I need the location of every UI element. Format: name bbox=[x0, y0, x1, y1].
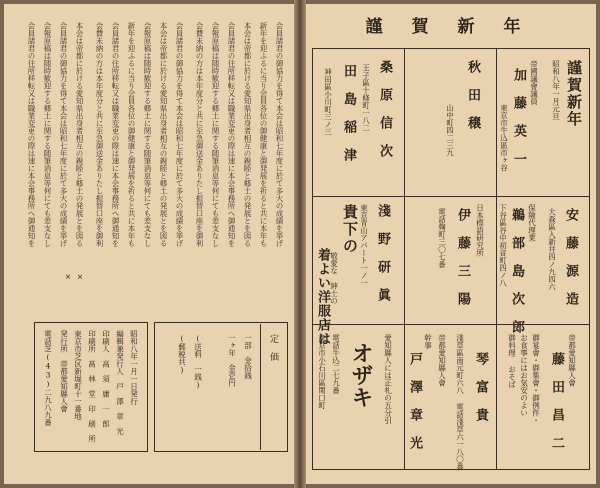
cell-biz: 保險代理業 bbox=[527, 204, 537, 242]
body-column: 本会は帝都に於ける愛知県出身者相互の親睦と郷土の発展とを図る bbox=[243, 22, 252, 247]
cell-address: 電話麹町三〇七番 bbox=[437, 208, 447, 268]
price-line: (送料 一銭) bbox=[193, 334, 203, 390]
cell-ad: 御宴會・御集會・御例件・ bbox=[531, 334, 541, 424]
cell-name: 秋 田 穣 bbox=[465, 60, 480, 130]
cell-address: 下谷區谷中初音町四ノ八 bbox=[498, 204, 508, 287]
cell-sub: 幹事 bbox=[423, 334, 433, 349]
cell-name: 戸 澤 章 光 bbox=[407, 352, 422, 450]
cell-biz: 日本標語研究所 bbox=[475, 204, 485, 257]
ad-subtitle: 敬愛な 紳士の bbox=[329, 252, 339, 305]
cell-address: 神田區小川町三ノ三 bbox=[323, 68, 333, 136]
ad-note: 愛知縣人には正札の五分引 bbox=[383, 334, 393, 424]
cell-address: 山中町四二三九 bbox=[445, 104, 455, 157]
section-mark: × bbox=[75, 272, 85, 281]
colophon-line: 印刷所 髙 林 堂 印 刷 所 bbox=[87, 330, 97, 443]
body-column: 会員諸君の住所移転又は職業変更の際は速に本会事務所へ御通知を bbox=[227, 22, 236, 247]
ad-headline: 貴下の bbox=[341, 204, 359, 255]
body-column: 会報原稿は随時歓迎する郷土に関する随筆消息等何にても差支なし bbox=[143, 22, 152, 247]
body-column: 会員諸君の御協力を得て本会は昭和七年度に於て多大の成績を挙げ bbox=[275, 22, 284, 247]
cell-address: 淺草區南元町六八 電話淺草六一八〇番 bbox=[455, 334, 465, 471]
cell-name: 田 島 稲 津 bbox=[341, 64, 356, 162]
body-column: 会報原稿は随時歓迎する郷土に関する随筆消息等何にても差支なし bbox=[211, 22, 220, 247]
cell-ad: 御料理 おそば bbox=[507, 334, 517, 388]
cell-address: 東京市小石川區関口町 bbox=[317, 334, 327, 409]
body-column: 会員諸君の御協力を得て本会は昭和七年度に於て多大の成績を挙げ bbox=[175, 22, 184, 247]
colophon-line: 編輯兼発行人 戸 澤 章 光 bbox=[115, 330, 125, 435]
cell-name: 加 藤 英 一 bbox=[511, 68, 526, 166]
cell-ad: お食事にはお気安のよい bbox=[519, 334, 529, 417]
price-line: 一部 金拾銭 bbox=[243, 334, 253, 379]
cell-name: 伊 藤 三 陽 bbox=[455, 208, 470, 306]
cell-name: 淺 野 研 眞 bbox=[375, 204, 390, 302]
colophon-line: 昭和八年一月一日発行 bbox=[129, 330, 139, 405]
body-column: 新年を迎ふるに当り会員各位の御健康と御発展を祈ると共に本年も bbox=[259, 22, 268, 247]
colophon-line: 印刷人 高 須 庸 一 郎 bbox=[101, 330, 111, 428]
cell-name: 桑 原 信 次 bbox=[377, 60, 392, 158]
cell-name: 鵜 部 島 次 郎 bbox=[509, 208, 524, 334]
body-column: 本会は帝都に於ける愛知県出身者相互の親睦と郷土の発展とを図る bbox=[159, 22, 168, 247]
cell-address: 大森區入新井四ノ九四六 bbox=[547, 208, 557, 291]
shop-logo: オザキ bbox=[348, 342, 374, 408]
cell-date: 昭和八年一月元旦 bbox=[551, 60, 561, 120]
body-column: 会員諸君の住所移転又は職業変更の際は速に本会事務所へ御通知を bbox=[27, 22, 36, 247]
cell-label: 謹賀新年 bbox=[565, 60, 583, 128]
right-page bbox=[306, 4, 596, 484]
cell-name: 琴 富 貴 bbox=[473, 352, 488, 422]
body-column: 会費未納の方は本年度分と共に至急御送金ありたし振替口座を御利 bbox=[195, 22, 204, 247]
left-page bbox=[4, 4, 294, 484]
cell-name: 藤 田 昌 二 bbox=[549, 352, 564, 450]
price-line: 一ヶ年 金壱円 bbox=[227, 334, 237, 387]
colophon-line: 東京市芝区新堀町十一番地 bbox=[73, 330, 83, 420]
cell-address: 東京市牛込區市ヶ谷 bbox=[499, 104, 509, 172]
cell-address: 電話牛込二七九番 bbox=[331, 334, 341, 394]
ad-headline: 着よい洋服店は bbox=[315, 248, 330, 346]
cell-address: 王子區十條町一八二 bbox=[361, 64, 371, 132]
body-column: 会報原稿は随時歓迎する郷土に関する随筆消息等何にても差支なし bbox=[43, 22, 52, 247]
body-column: 本会は帝都に於ける愛知県出身者相互の親睦と郷土の発展とを図る bbox=[75, 22, 84, 247]
page-title: 謹 賀 新 年 bbox=[365, 17, 527, 37]
cell-group: 帝國議會議員 bbox=[529, 60, 539, 105]
book-spine bbox=[294, 0, 306, 488]
body-column: 新年を迎ふるに当り会員各位の御健康と御発展を祈ると共に本年も bbox=[127, 22, 136, 247]
price-line: (郵税共) bbox=[177, 334, 187, 375]
cell-group: 帝都愛知縣人會 bbox=[437, 334, 447, 387]
price-header: 定 価 bbox=[268, 334, 278, 361]
colophon-line: 電話芝(43)二九八九番 bbox=[43, 330, 53, 426]
colophon-line: 発行所 帝都愛知縣人會 bbox=[59, 330, 69, 413]
cell-name: 安 藤 源 造 bbox=[563, 208, 578, 306]
body-column: 会員諸君の住所移転又は職業変更の際は速に本会事務所へ御通知を bbox=[111, 22, 120, 247]
body-column: 会員諸君の御協力を得て本会は昭和七年度に於て多大の成績を挙げ bbox=[59, 22, 68, 247]
cell-group: 帝都愛知縣人會 bbox=[567, 334, 577, 387]
section-mark: × bbox=[63, 272, 73, 281]
body-column: 会費未納の方は本年度分と共に至急御送金ありたし振替口座を御利 bbox=[95, 22, 104, 247]
cell-address: 東京青山アパート一ノ一 bbox=[359, 204, 369, 287]
